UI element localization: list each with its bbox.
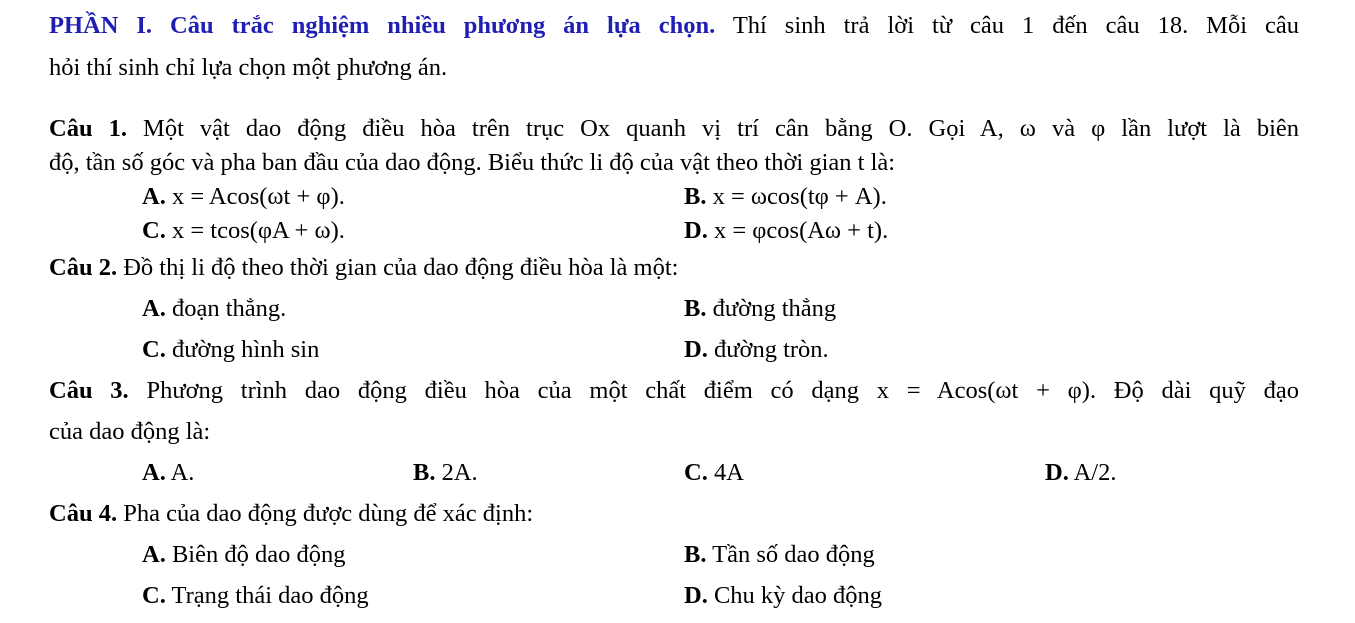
q1-option-a[interactable] [142,182,345,212]
option-text: đường tròn. [713,336,829,363]
option-key: D. [684,582,708,609]
part-title: PHẦN I. Câu trắc nghiệm nhiều phương án lựa chọn. [49,12,716,39]
q1-option-c[interactable] [142,216,345,246]
option-text: Tần số dao động [712,541,875,568]
q1-option-b[interactable] [684,182,887,212]
question-1-label: Câu 1. [49,115,127,142]
question-2-label: Câu 2. [49,254,118,281]
option-text: A/2. [1073,459,1117,486]
question-2-text: Đồ thị li độ theo thời gian của dao động điều hòa là một: [123,254,679,281]
question-4-text: Pha của dao động được dùng để xác định: [123,500,534,527]
part-instruction-cont: hỏi thí sinh chỉ lựa chọn một phương án. [49,54,448,81]
option-text: Trạng thái dao động [171,582,369,609]
option-key: B. [684,295,707,322]
question-3-text-cont: của dao động là: [49,418,211,445]
question-4-stem [49,499,533,529]
option-key: C. [142,336,166,363]
q4-option-b[interactable] [684,540,875,570]
option-key: A. [142,459,166,486]
option-key: D. [684,336,708,363]
option-text: đường thẳng [712,295,837,322]
q4-option-d[interactable] [684,581,882,611]
q4-option-c[interactable] [142,581,369,611]
option-text: x = φcos(Aω + t). [713,217,889,244]
option-key: A. [142,295,166,322]
option-key: D. [684,217,708,244]
q2-option-d[interactable] [684,335,829,365]
option-text: Chu kỳ dao động [713,582,883,609]
question-4-label: Câu 4. [49,500,118,527]
option-text: Biên độ dao động [171,541,346,568]
option-key: B. [684,541,707,568]
q3-option-b[interactable] [413,458,478,488]
question-1-text-cont: độ, tần số góc và pha ban đầu của dao động. Biểu thức li độ của vật theo thời gian t là: [49,149,896,176]
option-key: C. [142,582,166,609]
option-key: C. [142,217,166,244]
question-1-text: Một vật dao động điều hòa trên trục Ox quanh vị trí cân bằng O. Gọi A, ω và φ lần lượt là biên [143,115,1300,142]
option-text: A. [170,459,195,486]
q4-option-a[interactable] [142,540,345,570]
option-key: B. [413,459,436,486]
q2-option-c[interactable] [142,335,319,365]
q1-option-d[interactable] [684,216,888,246]
part-instruction: Thí sinh trả lời từ câu 1 đến câu 18. Mỗi câu [732,12,1299,39]
part-heading [49,11,1299,41]
question-3-label: Câu 3. [49,377,129,404]
option-text: x = tcos(φA + ω). [171,217,345,244]
option-text: x = ωcos(tφ + A). [712,183,887,210]
q3-option-a[interactable] [142,458,194,488]
option-text: đường hình sin [171,336,320,363]
question-1-stem [49,114,1299,144]
option-key: A. [142,541,166,568]
option-text: 4A [713,459,744,486]
option-key: D. [1045,459,1069,486]
question-2-stem [49,253,678,283]
option-key: C. [684,459,708,486]
question-3-text: Phương trình dao động điều hòa của một chất điểm có dạng x = Acos(ωt + φ). Độ dài quỹ đạo [146,377,1300,404]
option-text: x = Acos(ωt + φ). [171,183,345,210]
q2-option-a[interactable] [142,294,286,324]
q2-option-b[interactable] [684,294,836,324]
question-3-stem [49,376,1299,406]
q3-option-d[interactable] [1045,458,1116,488]
option-key: A. [142,183,166,210]
option-key: B. [684,183,707,210]
option-text: 2A. [441,459,478,486]
q3-option-c[interactable] [684,458,744,488]
option-text: đoạn thẳng. [171,295,287,322]
